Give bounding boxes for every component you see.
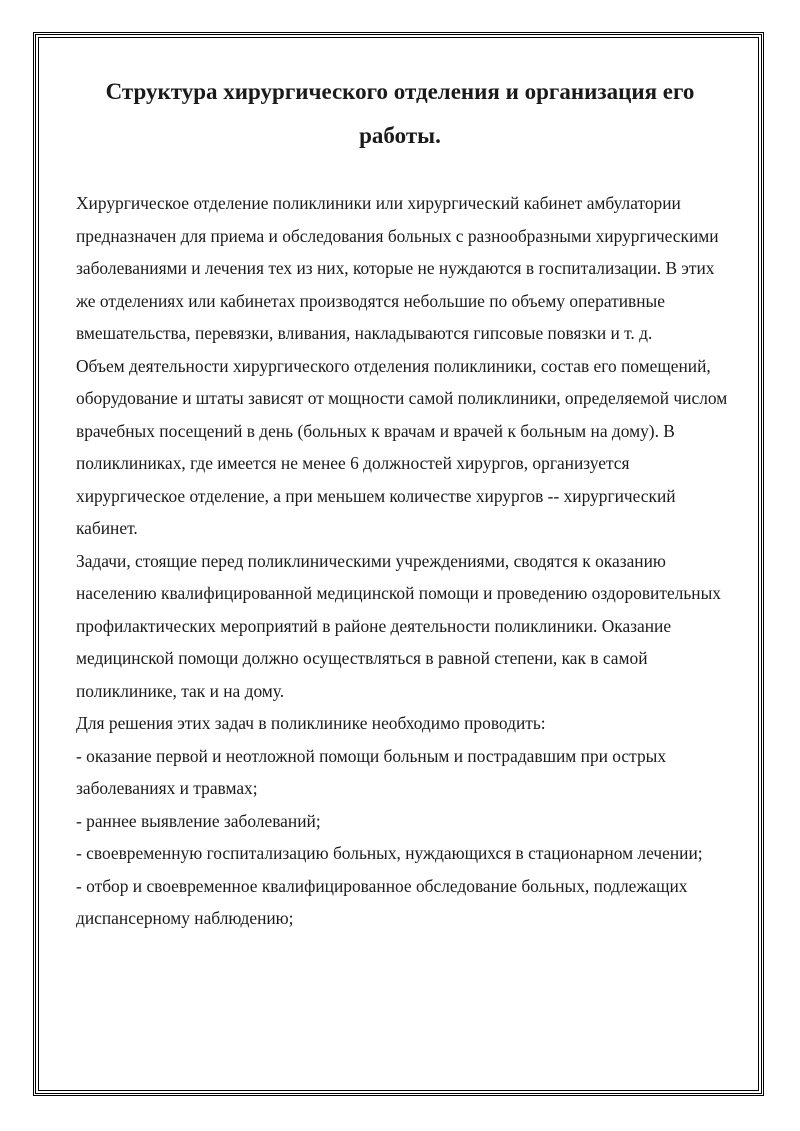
list-item-first-aid: - оказание первой и неотложной помощи больным и пострадавшим при острых заболеваниях и травмах; [76, 745, 667, 798]
list-item-hospitalization: - своевременную госпитализацию больных, нуждающихся в стационарном лечении; [76, 843, 703, 863]
title-line-2: работы. [359, 123, 441, 148]
document-title [60, 70, 740, 158]
paragraph-intro: Хирургическое отделение поликлиники или хирургический кабинет амбулатории предназначен для приема и обследования больных с разнообразными хирургическими заболеваниями и лечения тех из них, которые не нуждаются в госпитализации. В этих же отделениях или кабинетах производятся небольшие по объему оперативные вмешательства, перевязки, вливания, накладываются гипсовые повязки и т. д. [76, 193, 719, 343]
title-line-1: Структура хирургического отделения и организация его [105, 79, 695, 104]
paragraph-tasks: Задачи, стоящие перед поликлиническими учреждениями, сводятся к оказанию населению квалифицированной медицинской помощи и проведению оздоровительных профилактических мероприятий в районе деятельности поликлиники. Оказание медицинской помощи должно осуществляться в равной степени, как в самой поликлинике, так и на дому. [76, 550, 721, 701]
paragraph-list-intro: Для решения этих задач в поликлинике необходимо проводить: [76, 713, 546, 733]
list-item-dispensary: - отбор и своевременное квалифицированное обследование больных, подлежащих диспансерному наблюдению; [76, 875, 688, 928]
paragraph-scope: Объем деятельности хирургического отделения поликлиники, состав его помещений, оборудование и штаты зависят от мощности самой поликлиники, определяемой числом врачебных посещений в день (больных к врачам и врачей к больным на дому). В поликлиниках, где имеется не менее 6 должностей хирургов, организуется хирургическое отделение, а при меньшем количестве хирургов -- хирургический кабинет. [76, 355, 728, 538]
document-body [76, 187, 736, 935]
list-item-early-detection: - раннее выявление заболеваний; [76, 810, 321, 831]
